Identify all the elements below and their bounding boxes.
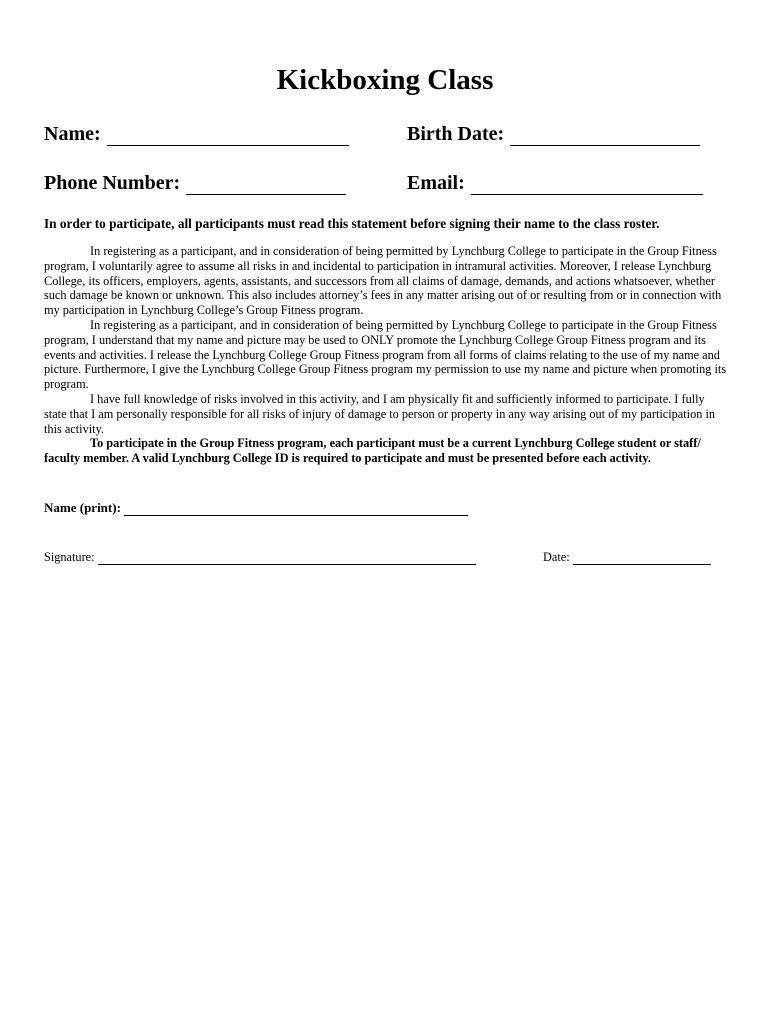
date-line[interactable] bbox=[573, 552, 711, 565]
email-label: Email: bbox=[407, 172, 465, 194]
signature-field[interactable] bbox=[44, 549, 476, 565]
waiver-paragraph: In registering as a participant, and in consideration of being permitted by Lynchburg College to participate in the Group Fitness program, I voluntarily agree to assume all risks in and incidental to participation in intramural activities. Moreover, I release Lynchburg College, its officers, employers, agents, assistants, and successors from all claims of damage, demands, and actions whatsoever, whether such damage be known or unknown. This also includes attorney’s fees in any matter arising out of or resulting from or in connection with my participation in Lynchburg College’s Group Fitness program. bbox=[44, 244, 722, 318]
name-label: Name: bbox=[44, 123, 101, 145]
phone-label: Phone Number: bbox=[44, 172, 181, 194]
name-line[interactable] bbox=[107, 127, 349, 146]
waiver-statement bbox=[44, 244, 729, 466]
email-line[interactable] bbox=[471, 176, 703, 195]
name-print-field[interactable] bbox=[44, 500, 468, 516]
signature-label: Signature: bbox=[44, 550, 95, 564]
waiver-paragraph: I have full knowledge of risks involved in this activity, and I am physically fit and sufficiently informed to participate. I fully state that I am personally responsible for all risks of injury of damage to person or property in any way arising out of my participation in this activity. bbox=[44, 391, 716, 436]
eligibility-paragraph: To participate in the Group Fitness program, each participant must be a current Lynchburg College student or staff/ faculty member. A valid Lynchburg College ID is required to participate and must be presented before each activity. bbox=[44, 436, 701, 466]
phone-line[interactable] bbox=[186, 176, 346, 195]
page-title: Kickboxing Class bbox=[276, 64, 494, 96]
signature-line[interactable] bbox=[98, 552, 476, 565]
birth-date-line[interactable] bbox=[510, 127, 700, 146]
name-print-line[interactable] bbox=[124, 503, 468, 516]
phone-field[interactable] bbox=[44, 171, 346, 195]
date-field[interactable] bbox=[543, 549, 711, 565]
email-field[interactable] bbox=[407, 171, 703, 195]
date-label: Date: bbox=[543, 550, 570, 564]
waiver-paragraph: In registering as a participant, and in consideration of being permitted by Lynchburg College to participate in the Group Fitness program, I understand that my name and picture may be used to ONLY promote the Lynchburg College Group Fitness program and its events and activities. I release the Lynchburg College Group Fitness program from all forms of claims relating to the use of my name and picture. Furthermore, I give the Lynchburg College Group Fitness program my permission to use my name and picture when promoting its program. bbox=[44, 317, 727, 392]
instruction-text: In order to participate, all participants must read this statement before signing their name to the class roster. bbox=[44, 216, 660, 231]
name-field[interactable] bbox=[44, 122, 349, 146]
birth-date-label: Birth Date: bbox=[407, 123, 505, 145]
birth-date-field[interactable] bbox=[407, 122, 700, 146]
name-print-label: Name (print): bbox=[44, 500, 121, 515]
